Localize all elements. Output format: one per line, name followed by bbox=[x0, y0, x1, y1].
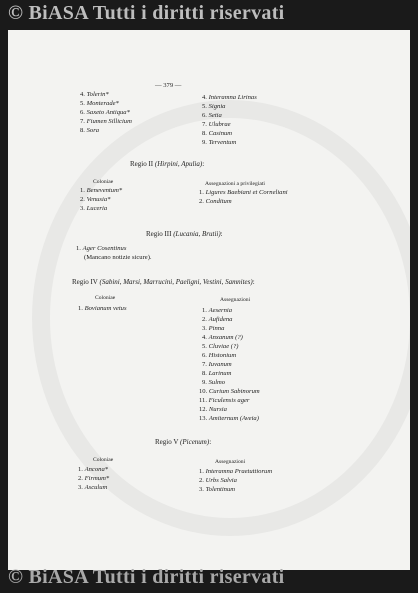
regio-5-title: Regio V (Picenum): bbox=[155, 438, 212, 446]
list-item: 2. Aufidena bbox=[202, 316, 233, 323]
list-item: 9. Terventum bbox=[202, 139, 237, 146]
list-item: 4. Tolerin* bbox=[80, 91, 109, 98]
regio-3-note: (Mancano notizie sicure). bbox=[84, 254, 152, 261]
list-item: 1. Ager Cosentinus bbox=[76, 245, 127, 252]
regio-4-title: Regio IV (Sabini, Marsi, Marrucini, Paeligni, Vestini, Samnites): bbox=[72, 278, 255, 286]
list-item: 3. Tolentinum bbox=[199, 486, 236, 493]
list-item: 1. Ligures Baebiani et Corneliani bbox=[199, 189, 288, 196]
list-item: 4. Interamna Lirinas bbox=[202, 94, 257, 101]
watermark-top: © BiASA Tutti i diritti riservati bbox=[8, 2, 285, 24]
list-item: 8. Larinum bbox=[202, 370, 232, 377]
list-item: 1. Aesernia bbox=[202, 307, 233, 314]
list-item: 13. Amiternum (Aveia) bbox=[199, 415, 259, 422]
list-item: 8. Casinum bbox=[202, 130, 233, 137]
list-item: 2. Conditum bbox=[199, 198, 232, 205]
list-item: 2. Urbs Salvia bbox=[199, 477, 237, 484]
regio-3-title: Regio III (Lucania, Brutii): bbox=[146, 230, 223, 238]
list-item: 1. Ancona* bbox=[78, 466, 109, 473]
list-item: 4. Anxanum (?) bbox=[202, 334, 243, 341]
list-item: 6. Setia bbox=[202, 112, 222, 119]
list-item: 2. Venusia* bbox=[80, 196, 111, 203]
page-number: — 379 — bbox=[155, 82, 182, 89]
list-item: 6. Saxeto Antiqua* bbox=[80, 109, 130, 116]
list-item: 3. Pinna bbox=[202, 325, 225, 332]
list-item: 7. Iuvanum bbox=[202, 361, 232, 368]
list-item: 1. Interamna Praetuttiorum bbox=[199, 468, 273, 475]
list-item: 5. Signia bbox=[202, 103, 226, 110]
list-item: 9. Sulmo bbox=[202, 379, 226, 386]
list-item: 1. Bovianum vetus bbox=[78, 305, 127, 312]
regio-2-right-header: Assegnazioni a privilegiati bbox=[205, 181, 265, 187]
list-item: 12. Nursia bbox=[199, 406, 227, 413]
list-item: 8. Sora bbox=[80, 127, 100, 134]
regio-2-title: Regio II (Hirpini, Apulia): bbox=[130, 160, 205, 168]
list-item: 3. Asculum bbox=[78, 484, 108, 491]
list-item: 7. Ulubrae bbox=[202, 121, 231, 128]
list-item: 10. Curium Sabinorum bbox=[199, 388, 260, 395]
regio-4-left-header: Coloniae bbox=[95, 295, 116, 301]
list-item: 5. Cluviae (?) bbox=[202, 343, 239, 350]
regio-2-left-header: Coloniae bbox=[93, 179, 114, 185]
list-item: 7. Fiumen Sillicium bbox=[80, 118, 132, 125]
regio-5-left-header: Coloniae bbox=[93, 457, 114, 463]
watermark-bottom: © BiASA Tutti i diritti riservati bbox=[8, 566, 285, 588]
list-item: 6. Histonium bbox=[202, 352, 237, 359]
document-page bbox=[8, 30, 410, 570]
regio-5-right-header: Assegnazioni bbox=[215, 459, 246, 465]
list-item: 3. Luceria bbox=[80, 205, 108, 212]
list-item: 1. Beneventum* bbox=[80, 187, 123, 194]
list-item: 5. Monterade* bbox=[80, 100, 119, 107]
list-item: 11. Ficulensis ager bbox=[199, 397, 250, 404]
regio-4-right-header: Assegnazioni bbox=[220, 297, 251, 303]
list-item: 2. Firmum* bbox=[78, 475, 110, 482]
